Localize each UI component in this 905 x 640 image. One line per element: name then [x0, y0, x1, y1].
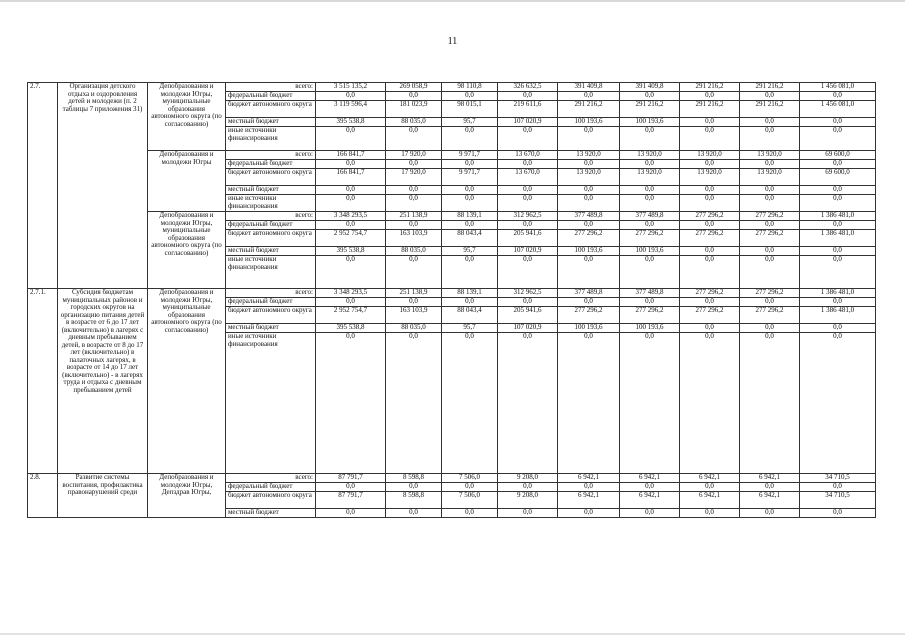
- amount-cell: 205 941,6: [498, 230, 558, 247]
- amount-cell: 7 506,0: [442, 474, 498, 483]
- table-row: [28, 151, 876, 160]
- amount-cell: 100 193,6: [558, 324, 620, 333]
- amount-cell: 13 920,0: [558, 151, 620, 160]
- amount-cell: 88 035,0: [386, 118, 442, 127]
- amount-cell: 9 208,0: [498, 492, 558, 509]
- amount-cell: 0,0: [498, 221, 558, 230]
- funding-source: бюджет автономного округа: [226, 101, 316, 118]
- amount-cell: 0,0: [316, 333, 386, 474]
- amount-cell: 0,0: [740, 221, 800, 230]
- amount-cell: 9 971,7: [442, 151, 498, 160]
- amount-cell: 13 920,0: [680, 169, 740, 186]
- amount-cell: 0,0: [558, 509, 620, 518]
- amount-cell: 34 710,5: [800, 474, 876, 483]
- amount-cell: 377 489,8: [558, 212, 620, 221]
- item-number: 2.8.: [28, 474, 58, 518]
- amount-cell: 8 598,8: [386, 474, 442, 483]
- funding-source: местный бюджет: [226, 118, 316, 127]
- amount-cell: 163 103,9: [386, 230, 442, 247]
- amount-cell: 0,0: [740, 298, 800, 307]
- amount-cell: 0,0: [800, 298, 876, 307]
- amount-cell: 0,0: [442, 127, 498, 151]
- amount-cell: 13 920,0: [620, 169, 680, 186]
- amount-cell: 95,7: [442, 324, 498, 333]
- amount-cell: 166 841,7: [316, 169, 386, 186]
- funding-source: федеральный бюджет: [226, 298, 316, 307]
- amount-cell: 6 942,1: [558, 492, 620, 509]
- item-name: Субсидия бюджетам муниципальных районов и городских округов на организацию питания детей в возрасте от 6 до 17 лет (включительно) в лагерях с дневным пребыванием детей, в возрасте от 8 до 17 лет (включительно) в палаточных лагерях, в возрасте от 14 до 17 лет (включительно) - в лагерях труда и отдыха с дневным пребыванием детей: [58, 289, 148, 474]
- amount-cell: 269 058,9: [386, 83, 442, 92]
- amount-cell: 0,0: [620, 509, 680, 518]
- amount-cell: 13 670,0: [498, 169, 558, 186]
- amount-cell: 3 119 596,4: [316, 101, 386, 118]
- amount-cell: 205 941,6: [498, 307, 558, 324]
- amount-cell: 6 942,1: [740, 474, 800, 483]
- amount-cell: 0,0: [442, 333, 498, 474]
- page-number: 11: [447, 36, 458, 47]
- funding-source: местный бюджет: [226, 186, 316, 195]
- amount-cell: 395 538,8: [316, 247, 386, 256]
- amount-cell: 100 193,6: [620, 324, 680, 333]
- amount-cell: 0,0: [740, 127, 800, 151]
- funding-source: местный бюджет: [226, 247, 316, 256]
- amount-cell: 98 015,1: [442, 101, 498, 118]
- amount-cell: 0,0: [740, 186, 800, 195]
- amount-cell: 0,0: [498, 195, 558, 212]
- amount-cell: 0,0: [680, 92, 740, 101]
- amount-cell: 0,0: [800, 256, 876, 289]
- amount-cell: 0,0: [442, 298, 498, 307]
- amount-cell: 0,0: [740, 195, 800, 212]
- amount-cell: 0,0: [316, 221, 386, 230]
- amount-cell: 1 456 081,0: [800, 101, 876, 118]
- funding-source: бюджет автономного округа: [226, 230, 316, 247]
- amount-cell: 0,0: [680, 256, 740, 289]
- amount-cell: 0,0: [740, 160, 800, 169]
- amount-cell: 251 138,9: [386, 289, 442, 298]
- amount-cell: 100 193,6: [620, 247, 680, 256]
- amount-cell: 13 920,0: [680, 151, 740, 160]
- amount-cell: 95,7: [442, 118, 498, 127]
- amount-cell: 0,0: [558, 221, 620, 230]
- amount-cell: 0,0: [680, 118, 740, 127]
- amount-cell: 95,7: [442, 247, 498, 256]
- amount-cell: 0,0: [740, 247, 800, 256]
- amount-cell: 0,0: [386, 186, 442, 195]
- amount-cell: 0,0: [316, 298, 386, 307]
- amount-cell: 0,0: [386, 298, 442, 307]
- amount-cell: 377 489,8: [620, 212, 680, 221]
- amount-cell: 0,0: [558, 256, 620, 289]
- amount-cell: 0,0: [386, 333, 442, 474]
- amount-cell: 0,0: [316, 186, 386, 195]
- amount-cell: 0,0: [316, 127, 386, 151]
- amount-cell: 377 489,8: [558, 289, 620, 298]
- item-executor: Депобразования и молодежи Югры, Депздрав Югры,: [148, 474, 226, 518]
- amount-cell: 277 296,2: [740, 230, 800, 247]
- amount-cell: 0,0: [316, 160, 386, 169]
- amount-cell: 0,0: [558, 186, 620, 195]
- amount-cell: 98 110,8: [442, 83, 498, 92]
- funding-source: местный бюджет: [226, 324, 316, 333]
- amount-cell: 277 296,2: [740, 289, 800, 298]
- amount-cell: 13 670,0: [498, 151, 558, 160]
- amount-cell: 277 296,2: [680, 212, 740, 221]
- item-executor: Депобразования и молодежи Югры: [148, 151, 226, 212]
- amount-cell: 0,0: [558, 92, 620, 101]
- amount-cell: 377 489,8: [620, 289, 680, 298]
- amount-cell: 0,0: [558, 298, 620, 307]
- amount-cell: 0,0: [386, 483, 442, 492]
- amount-cell: 277 296,2: [620, 307, 680, 324]
- amount-cell: 277 296,2: [740, 307, 800, 324]
- amount-cell: 0,0: [386, 256, 442, 289]
- funding-source: бюджет автономного округа: [226, 169, 316, 186]
- amount-cell: 0,0: [498, 298, 558, 307]
- funding-source: бюджет автономного округа: [226, 492, 316, 509]
- amount-cell: 277 296,2: [558, 230, 620, 247]
- amount-cell: 0,0: [620, 298, 680, 307]
- amount-cell: 0,0: [620, 483, 680, 492]
- amount-cell: 0,0: [620, 160, 680, 169]
- amount-cell: 0,0: [680, 483, 740, 492]
- amount-cell: 2 952 754,7: [316, 230, 386, 247]
- amount-cell: 312 962,5: [498, 289, 558, 298]
- amount-cell: 163 103,9: [386, 307, 442, 324]
- amount-cell: 0,0: [740, 483, 800, 492]
- amount-cell: 0,0: [680, 221, 740, 230]
- amount-cell: 0,0: [558, 195, 620, 212]
- funding-source: федеральный бюджет: [226, 92, 316, 101]
- amount-cell: 0,0: [442, 195, 498, 212]
- amount-cell: 0,0: [740, 256, 800, 289]
- amount-cell: 1 456 081,0: [800, 83, 876, 92]
- amount-cell: 1 386 481,0: [800, 289, 876, 298]
- amount-cell: 13 920,0: [740, 169, 800, 186]
- amount-cell: 0,0: [800, 92, 876, 101]
- amount-cell: 0,0: [800, 195, 876, 212]
- amount-cell: 277 296,2: [680, 289, 740, 298]
- amount-cell: 312 962,5: [498, 212, 558, 221]
- amount-cell: 0,0: [680, 247, 740, 256]
- funding-source: всего:: [226, 212, 316, 221]
- amount-cell: 0,0: [800, 247, 876, 256]
- amount-cell: 0,0: [680, 127, 740, 151]
- funding-source: бюджет автономного округа: [226, 307, 316, 324]
- amount-cell: 277 296,2: [680, 230, 740, 247]
- funding-source: всего:: [226, 151, 316, 160]
- table-row: [28, 474, 876, 483]
- amount-cell: 0,0: [680, 186, 740, 195]
- funding-source: иные источники финансирования: [226, 333, 316, 474]
- amount-cell: 0,0: [620, 186, 680, 195]
- funding-source: федеральный бюджет: [226, 221, 316, 230]
- funding-source: всего:: [226, 474, 316, 483]
- amount-cell: 87 791,7: [316, 492, 386, 509]
- amount-cell: 0,0: [740, 118, 800, 127]
- amount-cell: 3 515 135,2: [316, 83, 386, 92]
- amount-cell: 107 020,9: [498, 324, 558, 333]
- table-row: [28, 212, 876, 221]
- amount-cell: 1 386 481,0: [800, 307, 876, 324]
- amount-cell: 0,0: [498, 186, 558, 195]
- amount-cell: 1 386 481,0: [800, 230, 876, 247]
- amount-cell: 34 710,5: [800, 492, 876, 509]
- amount-cell: 8 598,8: [386, 492, 442, 509]
- amount-cell: 0,0: [442, 483, 498, 492]
- amount-cell: 3 348 293,5: [316, 212, 386, 221]
- amount-cell: 88 035,0: [386, 247, 442, 256]
- amount-cell: 0,0: [800, 160, 876, 169]
- amount-cell: 219 611,6: [498, 101, 558, 118]
- amount-cell: 3 348 293,5: [316, 289, 386, 298]
- amount-cell: 0,0: [442, 256, 498, 289]
- amount-cell: 7 506,0: [442, 492, 498, 509]
- amount-cell: 277 296,2: [740, 212, 800, 221]
- amount-cell: 277 296,2: [680, 307, 740, 324]
- amount-cell: 0,0: [620, 195, 680, 212]
- amount-cell: 100 193,6: [558, 118, 620, 127]
- amount-cell: 0,0: [316, 92, 386, 101]
- funding-source: иные источники финансирования: [226, 127, 316, 151]
- amount-cell: 0,0: [680, 333, 740, 474]
- amount-cell: 291 216,2: [620, 101, 680, 118]
- amount-cell: 69 600,0: [800, 169, 876, 186]
- amount-cell: 291 216,2: [558, 101, 620, 118]
- amount-cell: 0,0: [498, 256, 558, 289]
- amount-cell: 13 920,0: [620, 151, 680, 160]
- amount-cell: 326 632,5: [498, 83, 558, 92]
- amount-cell: 6 942,1: [620, 474, 680, 483]
- funding-source: иные источники финансирования: [226, 256, 316, 289]
- amount-cell: 0,0: [740, 324, 800, 333]
- item-name: Развитие системы воспитания, профилактика правонарушений среди: [58, 474, 148, 518]
- amount-cell: 0,0: [442, 92, 498, 101]
- amount-cell: 0,0: [442, 160, 498, 169]
- amount-cell: 0,0: [800, 127, 876, 151]
- amount-cell: 0,0: [386, 509, 442, 518]
- funding-source: местный бюджет: [226, 509, 316, 518]
- amount-cell: 0,0: [558, 483, 620, 492]
- amount-cell: 0,0: [620, 333, 680, 474]
- amount-cell: 0,0: [316, 256, 386, 289]
- amount-cell: 107 020,9: [498, 118, 558, 127]
- item-executor: Депобразования и молодежи Югры, муниципальные образования автономного округа (по согласованию): [148, 83, 226, 151]
- amount-cell: 0,0: [740, 92, 800, 101]
- amount-cell: 88 139,1: [442, 289, 498, 298]
- amount-cell: 13 920,0: [558, 169, 620, 186]
- amount-cell: 291 216,2: [740, 101, 800, 118]
- amount-cell: 0,0: [680, 160, 740, 169]
- amount-cell: 0,0: [680, 298, 740, 307]
- amount-cell: 0,0: [442, 509, 498, 518]
- amount-cell: 277 296,2: [558, 307, 620, 324]
- table-row: [28, 83, 876, 92]
- amount-cell: 0,0: [620, 256, 680, 289]
- amount-cell: 0,0: [620, 221, 680, 230]
- amount-cell: 17 920,0: [386, 151, 442, 160]
- amount-cell: 88 139,1: [442, 212, 498, 221]
- funding-source: федеральный бюджет: [226, 160, 316, 169]
- amount-cell: 0,0: [558, 160, 620, 169]
- amount-cell: 0,0: [800, 221, 876, 230]
- budget-table: [27, 82, 876, 518]
- amount-cell: 391 409,8: [620, 83, 680, 92]
- amount-cell: 251 138,9: [386, 212, 442, 221]
- amount-cell: 0,0: [558, 127, 620, 151]
- item-number: 2.7.1.: [28, 289, 58, 474]
- amount-cell: 107 020,9: [498, 247, 558, 256]
- amount-cell: 0,0: [800, 509, 876, 518]
- amount-cell: 6 942,1: [558, 474, 620, 483]
- funding-source: всего:: [226, 289, 316, 298]
- amount-cell: 0,0: [316, 483, 386, 492]
- amount-cell: 87 791,7: [316, 474, 386, 483]
- amount-cell: 0,0: [620, 92, 680, 101]
- scan-edge-bottom: [0, 633, 905, 635]
- amount-cell: 6 942,1: [680, 474, 740, 483]
- amount-cell: 166 841,7: [316, 151, 386, 160]
- amount-cell: 0,0: [800, 483, 876, 492]
- amount-cell: 0,0: [498, 333, 558, 474]
- amount-cell: 0,0: [386, 195, 442, 212]
- amount-cell: 0,0: [680, 509, 740, 518]
- amount-cell: 0,0: [498, 509, 558, 518]
- funding-source: федеральный бюджет: [226, 483, 316, 492]
- amount-cell: 100 193,6: [558, 247, 620, 256]
- amount-cell: 0,0: [498, 127, 558, 151]
- amount-cell: 291 216,2: [680, 101, 740, 118]
- amount-cell: 0,0: [800, 324, 876, 333]
- amount-cell: 0,0: [800, 186, 876, 195]
- amount-cell: 0,0: [740, 333, 800, 474]
- amount-cell: 391 409,8: [558, 83, 620, 92]
- amount-cell: 0,0: [442, 221, 498, 230]
- amount-cell: 0,0: [386, 127, 442, 151]
- table-row: [28, 289, 876, 298]
- amount-cell: 395 538,8: [316, 118, 386, 127]
- amount-cell: 0,0: [680, 195, 740, 212]
- funding-source: всего:: [226, 83, 316, 92]
- amount-cell: 291 216,2: [740, 83, 800, 92]
- amount-cell: 9 971,7: [442, 169, 498, 186]
- item-name: Организация детского отдыха и оздоровления детей и молодежи (п. 2 таблицы 7 приложения 31): [58, 83, 148, 289]
- amount-cell: 0,0: [498, 483, 558, 492]
- amount-cell: 9 208,0: [498, 474, 558, 483]
- amount-cell: 0,0: [498, 92, 558, 101]
- funding-source: иные источники финансирования: [226, 195, 316, 212]
- amount-cell: 88 043,4: [442, 230, 498, 247]
- amount-cell: 6 942,1: [620, 492, 680, 509]
- amount-cell: 277 296,2: [620, 230, 680, 247]
- amount-cell: 1 386 481,0: [800, 212, 876, 221]
- amount-cell: 17 920,0: [386, 169, 442, 186]
- amount-cell: 0,0: [800, 118, 876, 127]
- amount-cell: 88 035,0: [386, 324, 442, 333]
- item-executor: Депобразования и молодежи Югры, муниципальные образования автономного округа (по согласованию): [148, 289, 226, 474]
- amount-cell: 0,0: [558, 333, 620, 474]
- amount-cell: 0,0: [316, 509, 386, 518]
- amount-cell: 0,0: [316, 195, 386, 212]
- amount-cell: 0,0: [386, 160, 442, 169]
- scan-edge-top: [0, 0, 905, 2]
- amount-cell: 181 023,9: [386, 101, 442, 118]
- amount-cell: 2 952 754,7: [316, 307, 386, 324]
- amount-cell: 0,0: [680, 324, 740, 333]
- amount-cell: 6 942,1: [740, 492, 800, 509]
- amount-cell: 69 600,0: [800, 151, 876, 160]
- amount-cell: 88 043,4: [442, 307, 498, 324]
- amount-cell: 0,0: [386, 221, 442, 230]
- amount-cell: 395 538,8: [316, 324, 386, 333]
- amount-cell: 100 193,6: [620, 118, 680, 127]
- amount-cell: 0,0: [800, 333, 876, 474]
- amount-cell: 13 920,0: [740, 151, 800, 160]
- amount-cell: 0,0: [442, 186, 498, 195]
- amount-cell: 291 216,2: [680, 83, 740, 92]
- item-executor: Депобразования и молодежи Югры, муниципальные образования автономного округа (по согласованию): [148, 212, 226, 289]
- amount-cell: 0,0: [740, 509, 800, 518]
- item-number: 2.7.: [28, 83, 58, 289]
- amount-cell: 0,0: [498, 160, 558, 169]
- amount-cell: 0,0: [386, 92, 442, 101]
- amount-cell: 0,0: [620, 127, 680, 151]
- amount-cell: 6 942,1: [680, 492, 740, 509]
